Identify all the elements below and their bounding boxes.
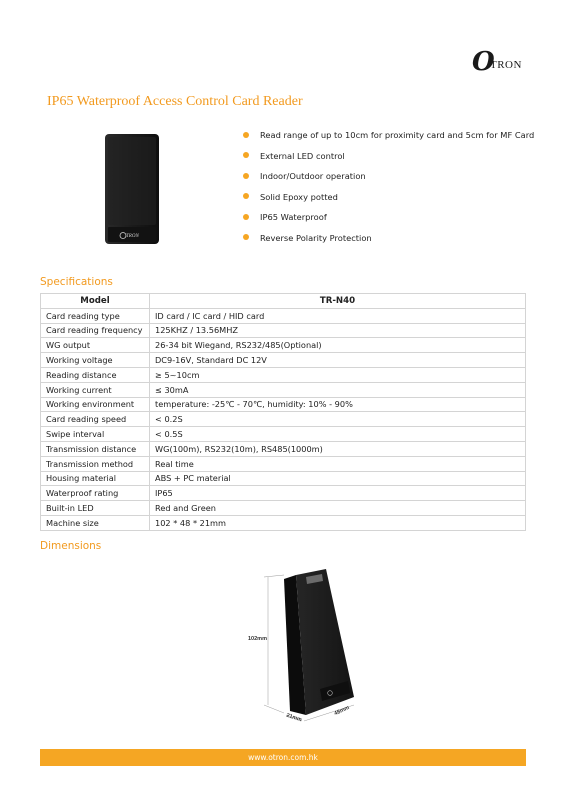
table-row: Waterproof rating IP65 — [41, 486, 526, 501]
dimension-drawing — [238, 565, 378, 730]
table-row: Swipe interval < 0.5S — [41, 427, 526, 442]
specifications-table — [40, 293, 526, 531]
table-row: Transmission distance WG(100m), RS232(10m), RS485(1000m) — [41, 441, 526, 456]
brand-logo — [472, 48, 532, 76]
bullet-icon — [243, 214, 249, 220]
bullet-icon — [243, 152, 249, 158]
table-row: Card reading speed < 0.2S — [41, 412, 526, 427]
dimension-height-label: 102mm — [248, 636, 267, 642]
bullet-icon — [243, 193, 249, 199]
table-header-row — [41, 294, 526, 309]
table-row: Machine size 102 * 48 * 21mm — [41, 515, 526, 530]
footer-bar — [40, 749, 526, 766]
logo-text: TRON — [490, 59, 522, 71]
table-row: Working environment temperature: -25℃ - 70℃, humidity: 10% - 90% — [41, 397, 526, 412]
model-header-value: TR-N40 — [150, 294, 526, 309]
feature-item: Reverse Polarity Protection — [243, 231, 534, 252]
specifications-heading: Specifications — [40, 276, 113, 288]
bullet-icon — [243, 132, 249, 138]
logo-letter: O — [472, 47, 495, 77]
table-row: Reading distance ≥ 5~10cm — [41, 367, 526, 382]
table-row: Card reading frequency 125KHZ / 13.56MHZ — [41, 323, 526, 338]
table-row: Housing material ABS + PC material — [41, 471, 526, 486]
table-row: Working current ≤ 30mA — [41, 382, 526, 397]
table-row: Built-in LED Red and Green — [41, 501, 526, 516]
bullet-icon — [243, 234, 249, 240]
feature-item: IP65 Waterproof — [243, 210, 534, 231]
feature-item: Solid Epoxy potted — [243, 190, 534, 211]
model-header-label: Model — [41, 294, 150, 309]
footer-website-link[interactable]: www.otron.com.hk — [248, 753, 318, 762]
table-row: Transmission method Real time — [41, 456, 526, 471]
dimension-width-label: 48mm — [333, 704, 351, 718]
table-row: WG output 26-34 bit Wiegand, RS232/485(Optional) — [41, 338, 526, 353]
feature-item: Indoor/Outdoor operation — [243, 169, 534, 190]
feature-item: External LED control — [243, 149, 534, 170]
feature-item: Read range of up to 10cm for proximity card and 5cm for MF Card — [243, 128, 534, 149]
feature-list — [243, 128, 534, 252]
page-title: IP65 Waterproof Access Control Card Reader — [47, 94, 303, 109]
table-row: Working voltage DC9-16V, Standard DC 12V — [41, 353, 526, 368]
dimensions-heading: Dimensions — [40, 540, 102, 552]
dimension-depth-label: 21mm — [285, 712, 303, 724]
device-logo-text: TRON — [126, 234, 139, 239]
bullet-icon — [243, 173, 249, 179]
table-row: Card reading type ID card / IC card / HID card — [41, 308, 526, 323]
card-reader-photo — [104, 133, 160, 245]
